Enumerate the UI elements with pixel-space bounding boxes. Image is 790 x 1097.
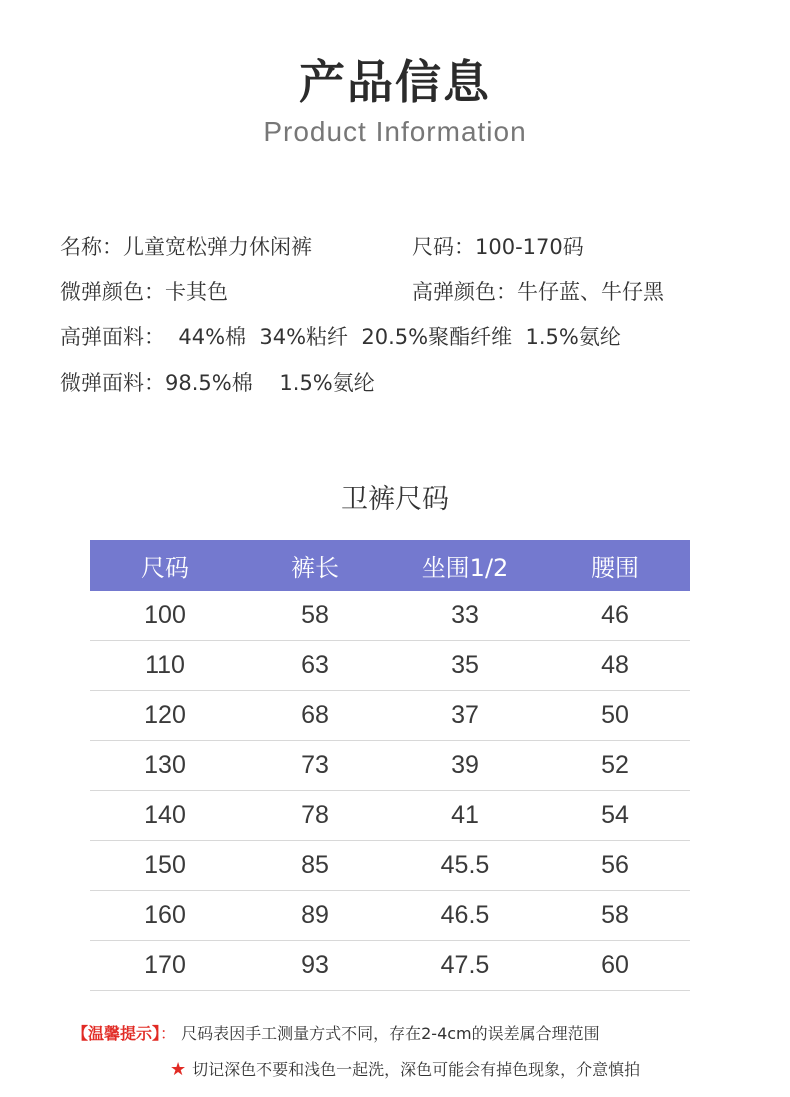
page-subtitle: Product Information: [263, 116, 527, 147]
table-row: [90, 741, 690, 791]
cell-waist: 46: [540, 591, 690, 641]
header-waist: 腰围: [540, 540, 690, 591]
size-table: [90, 540, 690, 991]
star-icon: ★: [170, 1059, 187, 1080]
cell-waist: 58: [540, 891, 690, 941]
cell-size: 100: [90, 591, 240, 641]
cell-length: 58: [240, 591, 390, 641]
page-title: 产品信息: [299, 55, 491, 109]
cell-waist: 56: [540, 841, 690, 891]
tips-line-2: [170, 1058, 640, 1082]
info-name: 名称：儿童宽松弹力休闲裤: [60, 235, 312, 259]
cell-hip-half: 46.5: [390, 891, 540, 941]
tips-line-1: [72, 1022, 600, 1046]
table-row: [90, 591, 690, 641]
cell-length: 85: [240, 841, 390, 891]
cell-length: 68: [240, 691, 390, 741]
cell-waist: 50: [540, 691, 690, 741]
info-low-stretch-color: 微弹颜色：卡其色: [60, 280, 228, 304]
cell-hip-half: 33: [390, 591, 540, 641]
header-size: 尺码: [90, 540, 240, 591]
cell-size: 140: [90, 791, 240, 841]
table-row: [90, 841, 690, 891]
cell-length: 63: [240, 641, 390, 691]
cell-hip-half: 41: [390, 791, 540, 841]
cell-waist: 52: [540, 741, 690, 791]
table-row: [90, 641, 690, 691]
cell-length: 93: [240, 941, 390, 991]
tips-label: 【温馨提示】: [72, 1024, 161, 1043]
cell-waist: 54: [540, 791, 690, 841]
cell-size: 170: [90, 941, 240, 991]
table-row: [90, 791, 690, 841]
cell-hip-half: 35: [390, 641, 540, 691]
cell-size: 150: [90, 841, 240, 891]
size-table-header-row: [90, 540, 690, 591]
header-hip-half: 坐围1/2: [390, 540, 540, 591]
cell-size: 130: [90, 741, 240, 791]
info-high-stretch-color: 高弹颜色：牛仔蓝、牛仔黑: [412, 280, 664, 304]
cell-length: 78: [240, 791, 390, 841]
size-table-caption: 卫裤尺码: [341, 484, 449, 515]
cell-waist: 48: [540, 641, 690, 691]
cell-hip-half: 37: [390, 691, 540, 741]
info-low-stretch-fabric: 微弹面料：98.5%棉 1.5%氨纶: [60, 371, 375, 395]
info-high-stretch-fabric: 高弹面料： 44%棉 34%粘纤 20.5%聚酯纤维 1.5%氨纶: [60, 325, 621, 349]
table-row: [90, 891, 690, 941]
cell-hip-half: 47.5: [390, 941, 540, 991]
cell-size: 110: [90, 641, 240, 691]
tips-separator: ：: [160, 1024, 177, 1043]
table-row: [90, 691, 690, 741]
cell-hip-half: 45.5: [390, 841, 540, 891]
tips-wash-text: 切记深色不要和浅色一起洗，深色可能会有掉色现象，介意慎拍: [192, 1060, 641, 1079]
cell-waist: 60: [540, 941, 690, 991]
info-size-range: 尺码：100-170码: [412, 235, 584, 259]
cell-size: 160: [90, 891, 240, 941]
table-row: [90, 941, 690, 991]
cell-size: 120: [90, 691, 240, 741]
cell-hip-half: 39: [390, 741, 540, 791]
tips-measurement-text: 尺码表因手工测量方式不同，存在2-4cm的误差属合理范围: [181, 1024, 600, 1043]
header-length: 裤长: [240, 540, 390, 591]
cell-length: 89: [240, 891, 390, 941]
cell-length: 73: [240, 741, 390, 791]
